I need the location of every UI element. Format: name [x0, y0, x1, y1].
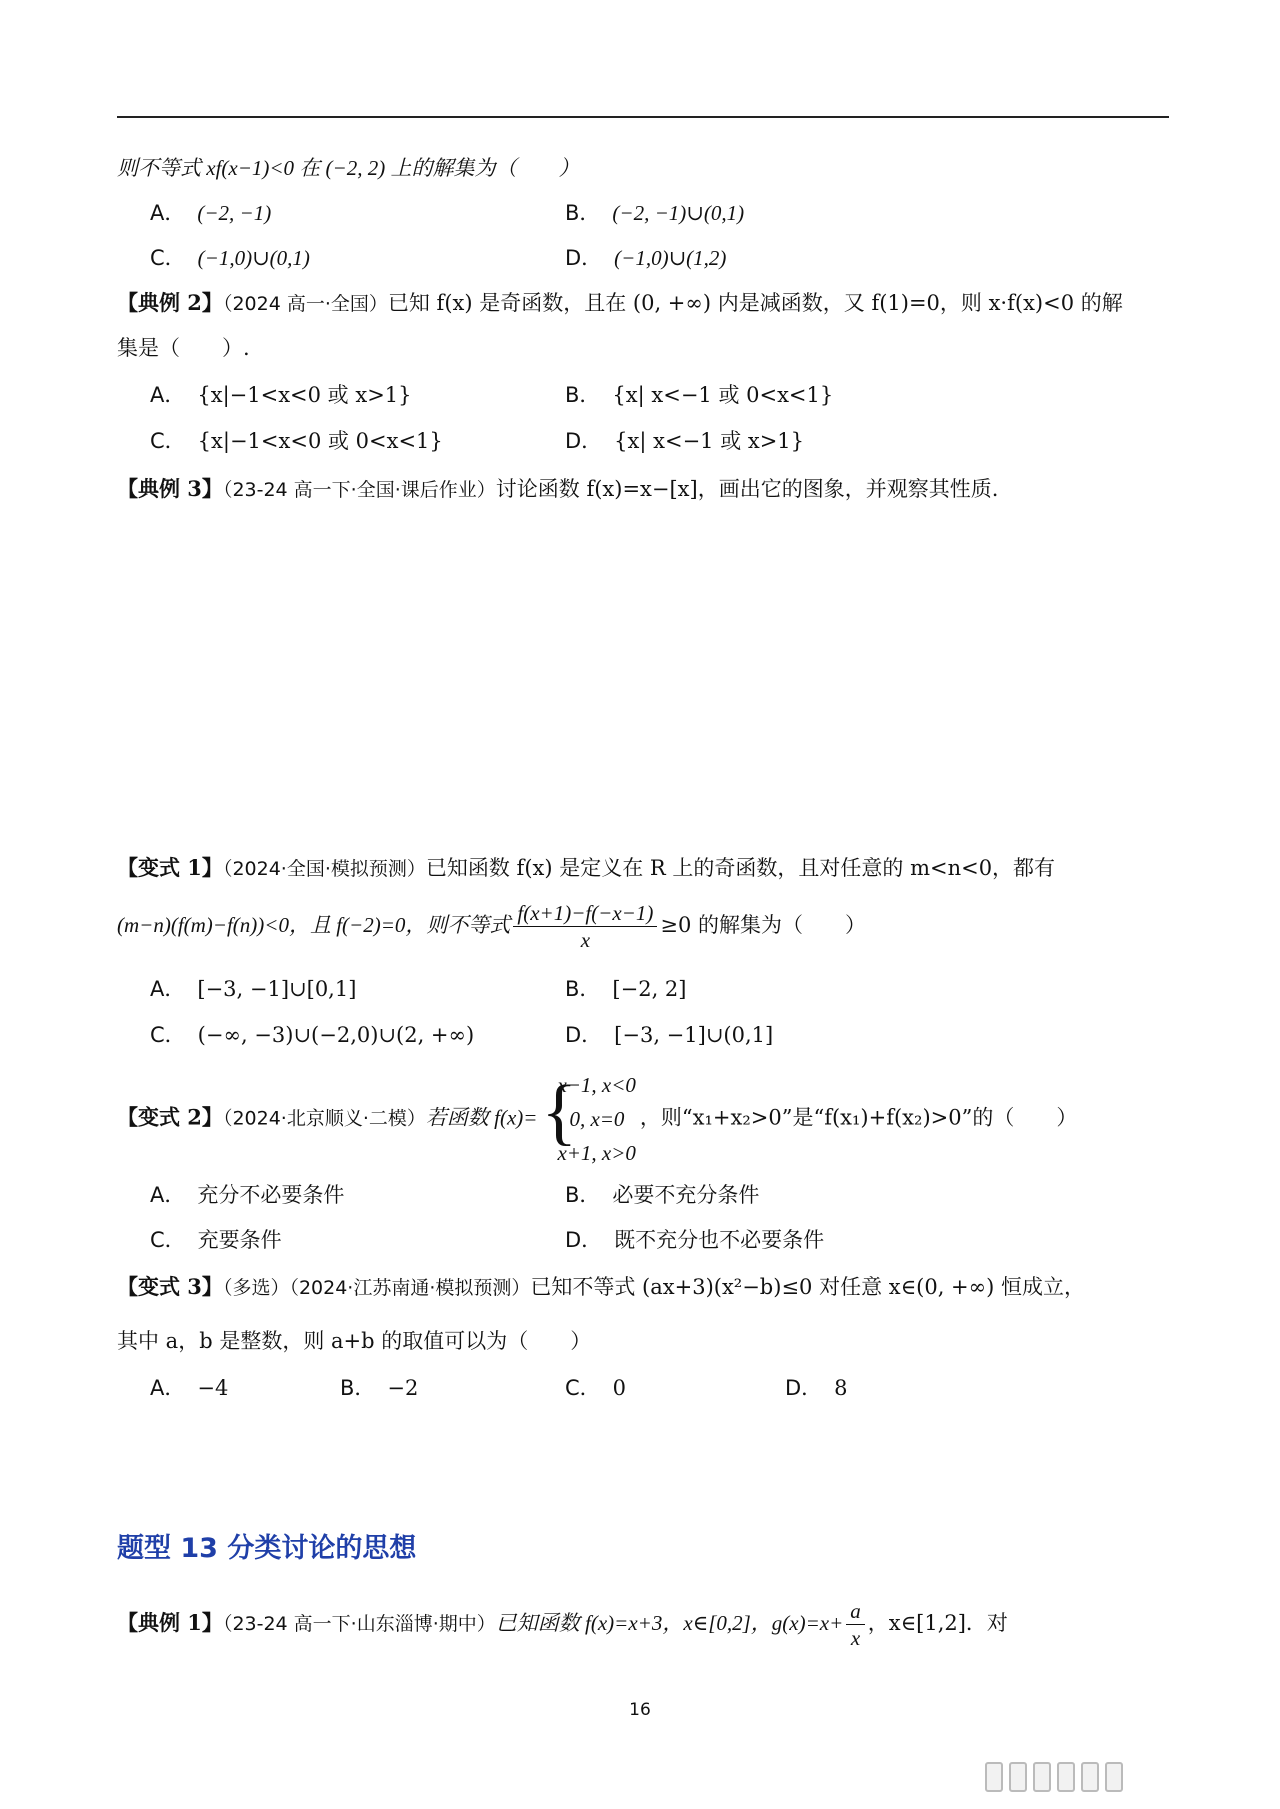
variant-2-source: （2024·北京顺义·二模）: [222, 1107, 426, 1130]
example-3: 【典例 3】（23-24 高一下·全国·课后作业）讨论函数 f(x)=x−[x]，画出它的图象，并观察其性质.: [117, 476, 999, 501]
example-2-tag: 【典例 2】: [117, 290, 223, 315]
option-a: A． (−2, −1): [150, 201, 272, 225]
fraction: $\frac{f(x+1)-f(-x-1)}{x}$: [513, 900, 657, 953]
option-d: D． (−1,0)∪(1,2): [565, 246, 727, 270]
option-b: B． [−2, 2]: [565, 977, 687, 1001]
variant-2: 【变式 2】（2024·北京顺义·二模）若函数 f(x)= { x−1, x<0 0, x=0 x+1, x>0 ，则“x₁+x₂>0”是“f(x₁)+f(x₂)>0”的（ ）: [117, 1068, 1077, 1170]
example-1: 【典例 1】（23-24 高一下·山东淄博·期中）已知函数 f(x)=x+3，x∈[0,2]，g(x)=x+ $\frac{a}{x}$ ，x∈[1,2]．对: [117, 1599, 1008, 1650]
page-number: 16: [629, 1700, 651, 1720]
question-stem: 则不等式 xf(x−1)<0 在 (−2, 2) 上的解集为（ ）: [117, 156, 580, 180]
variant-3-line1: 【变式 3】（多选）（2024·江苏南通·模拟预测）已知不等式 (ax+3)(x²−b)≤0 对任意 x∈(0, +∞) 恒成立，: [117, 1274, 1085, 1299]
example-3-tag: 【典例 3】: [117, 476, 223, 501]
fraction: $\frac{a}{x}$: [846, 1598, 865, 1651]
option-a: A． [−3, −1]∪[0,1]: [150, 977, 357, 1001]
option-d: D． 8: [785, 1376, 848, 1400]
option-d: D． 既不充分也不必要条件: [565, 1228, 825, 1252]
option-b: B． −2: [340, 1376, 419, 1400]
variant-1-line1: 【变式 1】（2024·全国·模拟预测）已知函数 f(x) 是定义在 R 上的奇函数，且对任意的 m<n<0，都有: [117, 855, 1056, 880]
option-c: C． (−1,0)∪(0,1): [150, 246, 310, 270]
variant-2-tag: 【变式 2】: [117, 1104, 223, 1130]
example-3-source: （23-24 高一下·全国·课后作业）: [222, 479, 496, 501]
option-c: C． (−∞, −3)∪(−2,0)∪(2, +∞): [150, 1023, 475, 1047]
option-b: B． 必要不充分条件: [565, 1183, 760, 1207]
option-c: C． {x|−1<x<0 或 0<x<1}: [150, 429, 443, 453]
section-heading: 题型 13 分类讨论的思想: [117, 1533, 417, 1564]
option-a: A． {x|−1<x<0 或 x>1}: [150, 383, 412, 407]
header-rule: [117, 116, 1169, 118]
option-a: A． 充分不必要条件: [150, 1183, 345, 1207]
piecewise-function: { x−1, x<0 0, x=0 x+1, x>0: [541, 1071, 636, 1165]
variant-1-tag: 【变式 1】: [117, 855, 223, 880]
option-d: D． {x| x<−1 或 x>1}: [565, 429, 805, 453]
variant-3-line2: 其中 a，b 是整数，则 a+b 的取值可以为（ ）: [117, 1329, 592, 1353]
example-2-source: （2024 高一·全国）: [222, 293, 388, 315]
option-c: C． 0: [565, 1376, 627, 1400]
option-a: A． −4: [150, 1376, 229, 1400]
example-1-tag: 【典例 1】: [117, 1610, 223, 1635]
variant-3-source: （多选）（2024·江苏南通·模拟预测）: [222, 1277, 531, 1299]
variant-1-source: （2024·全国·模拟预测）: [222, 858, 426, 880]
example-1-source: （23-24 高一下·山东淄博·期中）: [222, 1613, 496, 1635]
option-d: D． [−3, −1]∪(0,1]: [565, 1023, 774, 1047]
example-2-line2: 集是（ ）.: [117, 336, 250, 360]
example-2-line1: 【典例 2】（2024 高一·全国）已知 f(x) 是奇函数，且在 (0, +∞) 内是减函数，又 f(1)=0，则 x·f(x)<0 的解: [117, 290, 1123, 315]
watermark-icon: [985, 1762, 1123, 1792]
option-b: B． (−2, −1)∪(0,1): [565, 201, 745, 225]
variant-1-line2: (m−n)(f(m)−f(n))<0，且 f(−2)=0，则不等式 $\frac{f(x+1)-f(-x-1)}{x}$ ≥0 的解集为（ ）: [117, 901, 866, 952]
option-c: C． 充要条件: [150, 1228, 282, 1252]
variant-3-tag: 【变式 3】: [117, 1274, 223, 1299]
option-b: B． {x| x<−1 或 0<x<1}: [565, 383, 834, 407]
